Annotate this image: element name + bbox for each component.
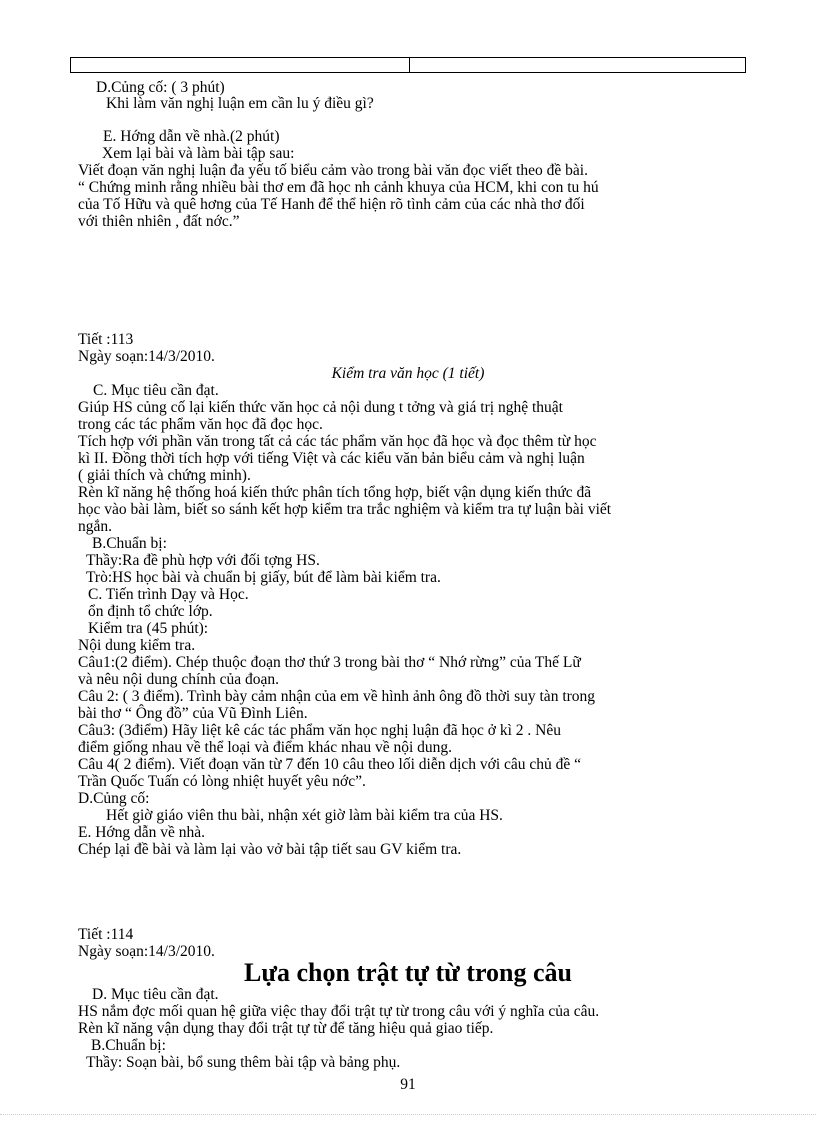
text-line: Hết giờ giáo viên thu bài, nhận xét giờ làm bài kiểm tra của HS.: [106, 807, 503, 824]
text-line: Giúp HS củng cố lại kiến thức văn học cả nội dung t tởng và giá trị nghệ thuật: [78, 399, 563, 416]
page-edge-divider: [0, 1114, 816, 1115]
text-line: “ Chứng minh rằng nhiều bài thơ em đã học nh cảnh khuya của HCM, khi con tu hú: [78, 179, 599, 196]
text-line: Tích hợp với phần văn trong tất cả các tác phẩm văn học đã học và đọc thêm từ học: [78, 433, 597, 450]
section-heading: D. Mục tiêu cần đạt.: [92, 986, 219, 1003]
text-line: Nội dung kiểm tra.: [78, 637, 196, 654]
question-line: Câu3: (3điểm) Hãy liệt kê các tác phẩm văn học nghị luận đã học ở kì 2 . Nêu: [78, 722, 561, 739]
question-line: Câu1:(2 điểm). Chép thuộc đoạn thơ thứ 3 trong bài thơ “ Nhớ rừng” của Thế Lữ: [78, 654, 581, 671]
text-line: ổn định tổ chức lớp.: [88, 603, 213, 620]
question-line: và nêu nội dung chính của đoạn.: [78, 671, 280, 688]
text-line: Rèn kĩ năng vận dụng thay đổi trật tự từ để tăng hiệu quả giao tiếp.: [78, 1020, 494, 1037]
section-heading: C. Tiến trình Dạy và Học.: [88, 586, 249, 603]
table-cell: [410, 58, 745, 72]
section-heading: B.Chuẩn bị:: [91, 1037, 166, 1054]
text-line: Kiểm tra (45 phút):: [88, 620, 209, 637]
lesson-date: Ngày soạn:14/3/2010.: [78, 348, 215, 365]
text-line: học vào bài làm, biết so sánh kết hợp kiểm tra trắc nghiệm và kiểm tra tự luận bài viết: [78, 501, 612, 518]
text-line: Thầy:Ra đề phù hợp với đối tợng HS.: [86, 552, 320, 569]
text-line: HS nắm đợc mối quan hệ giữa việc thay đổi trật tự từ trong câu với ý nghĩa của câu.: [78, 1003, 600, 1020]
question-line: Câu 2: ( 3 điểm). Trình bày cảm nhận của em về hình ảnh ông đồ thời suy tàn trong: [78, 688, 596, 705]
lesson-number: Tiết :114: [78, 926, 134, 943]
section-heading: B.Chuẩn bị:: [92, 535, 167, 552]
question-line: điểm giống nhau về thể loại và điểm khác nhau về nội dung.: [78, 739, 453, 756]
section-heading: C. Mục tiêu cần đạt.: [93, 382, 219, 399]
text-line: Xem lại bài và làm bài tập sau:: [102, 145, 295, 162]
header-table: [70, 57, 746, 73]
section-heading: E. Hớng dẫn về nhà.: [78, 824, 205, 841]
lesson-date: Ngày soạn:14/3/2010.: [78, 943, 215, 960]
section-heading: D.Củng cố:: [78, 790, 150, 807]
lesson-title: Kiểm tra văn học (1 tiết): [331, 365, 485, 382]
text-line: Viết đoạn văn nghị luận đa yếu tố biểu cảm vào trong bài văn đọc viết theo đề bài.: [78, 162, 588, 179]
lesson-number: Tiết :113: [78, 331, 134, 348]
lesson-title: Lựa chọn trật tự từ trong câu: [244, 958, 572, 987]
text-line: Chép lại đề bài và làm lại vào vở bài tập tiết sau GV kiểm tra.: [78, 841, 462, 858]
question-line: bài thơ “ Ông đồ” của Vũ Đình Liên.: [78, 705, 308, 722]
page-number: 91: [400, 1076, 416, 1093]
text-line: Thầy: Soạn bài, bổ sung thêm bài tập và bảng phụ.: [86, 1054, 401, 1071]
section-heading: D.Củng cố: ( 3 phút): [96, 79, 225, 96]
text-line: Rèn kĩ năng hệ thống hoá kiến thức phân tích tổng hợp, biết vận dụng kiến thức đã: [78, 484, 592, 501]
text-line: ngắn.: [78, 518, 113, 535]
text-line: ( giải thích và chứng minh).: [78, 467, 251, 484]
text-line: với thiên nhiên , đất nớc.”: [78, 213, 240, 230]
text-line: Khi làm văn nghị luận em cần lu ý điều gì?: [106, 95, 374, 112]
text-line: Trò:HS học bài và chuẩn bị giấy, bút để làm bài kiểm tra.: [86, 569, 441, 586]
question-line: Câu 4( 2 điểm). Viết đoạn văn từ 7 đến 10 câu theo lối diễn dịch với câu chủ đề “: [78, 756, 582, 773]
text-line: của Tố Hữu và quê hơng của Tế Hanh để thể hiện rõ tình cảm của các nhà thơ đối: [78, 196, 585, 213]
section-heading: E. Hớng dẫn về nhà.(2 phút): [103, 128, 280, 145]
question-line: Trần Quốc Tuấn có lòng nhiệt huyết yêu nớc”.: [78, 773, 366, 790]
text-line: kì II. Đồng thời tích hợp với tiếng Việt và các kiểu văn bản biểu cảm và nghị luận: [78, 450, 585, 467]
text-line: trong các tác phẩm văn học đã đọc học.: [78, 416, 323, 433]
table-cell: [71, 58, 410, 72]
